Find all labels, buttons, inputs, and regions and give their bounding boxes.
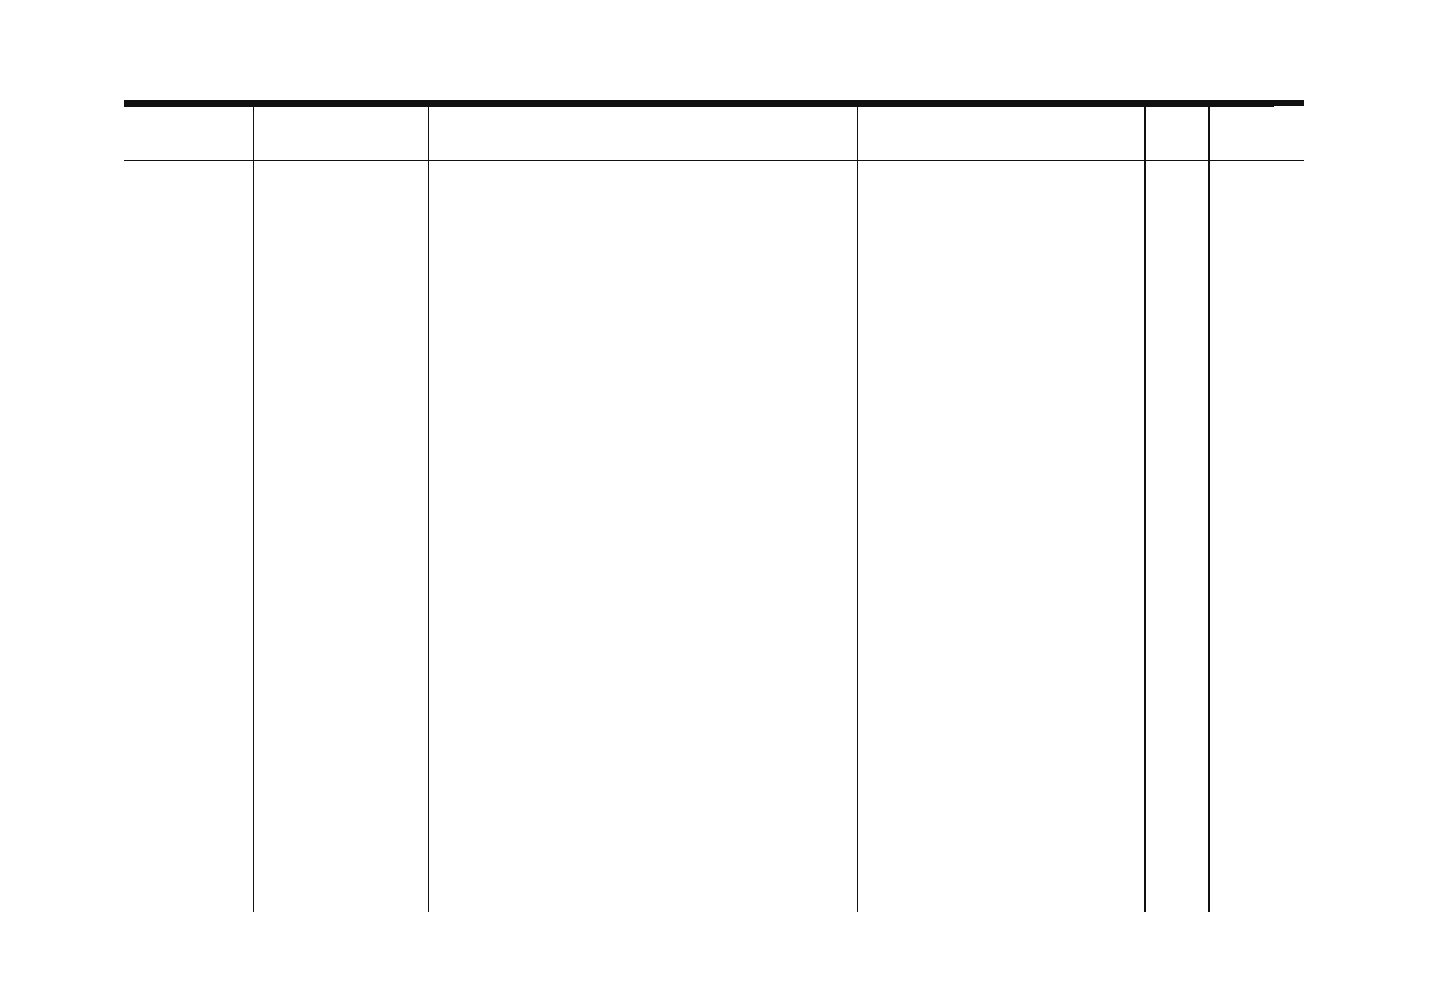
column-divider-1 bbox=[124, 106, 1274, 107]
col-rule-a bbox=[124, 160, 1304, 161]
col-sep-1 bbox=[1208, 106, 1209, 912]
col-sep-4 bbox=[253, 106, 254, 912]
header-separator bbox=[1209, 106, 1210, 912]
col-sep-2 bbox=[857, 106, 858, 912]
col-sep-3 bbox=[428, 106, 429, 912]
header-bottom-rule bbox=[1144, 106, 1146, 912]
divider-dot bbox=[1209, 106, 1210, 107]
